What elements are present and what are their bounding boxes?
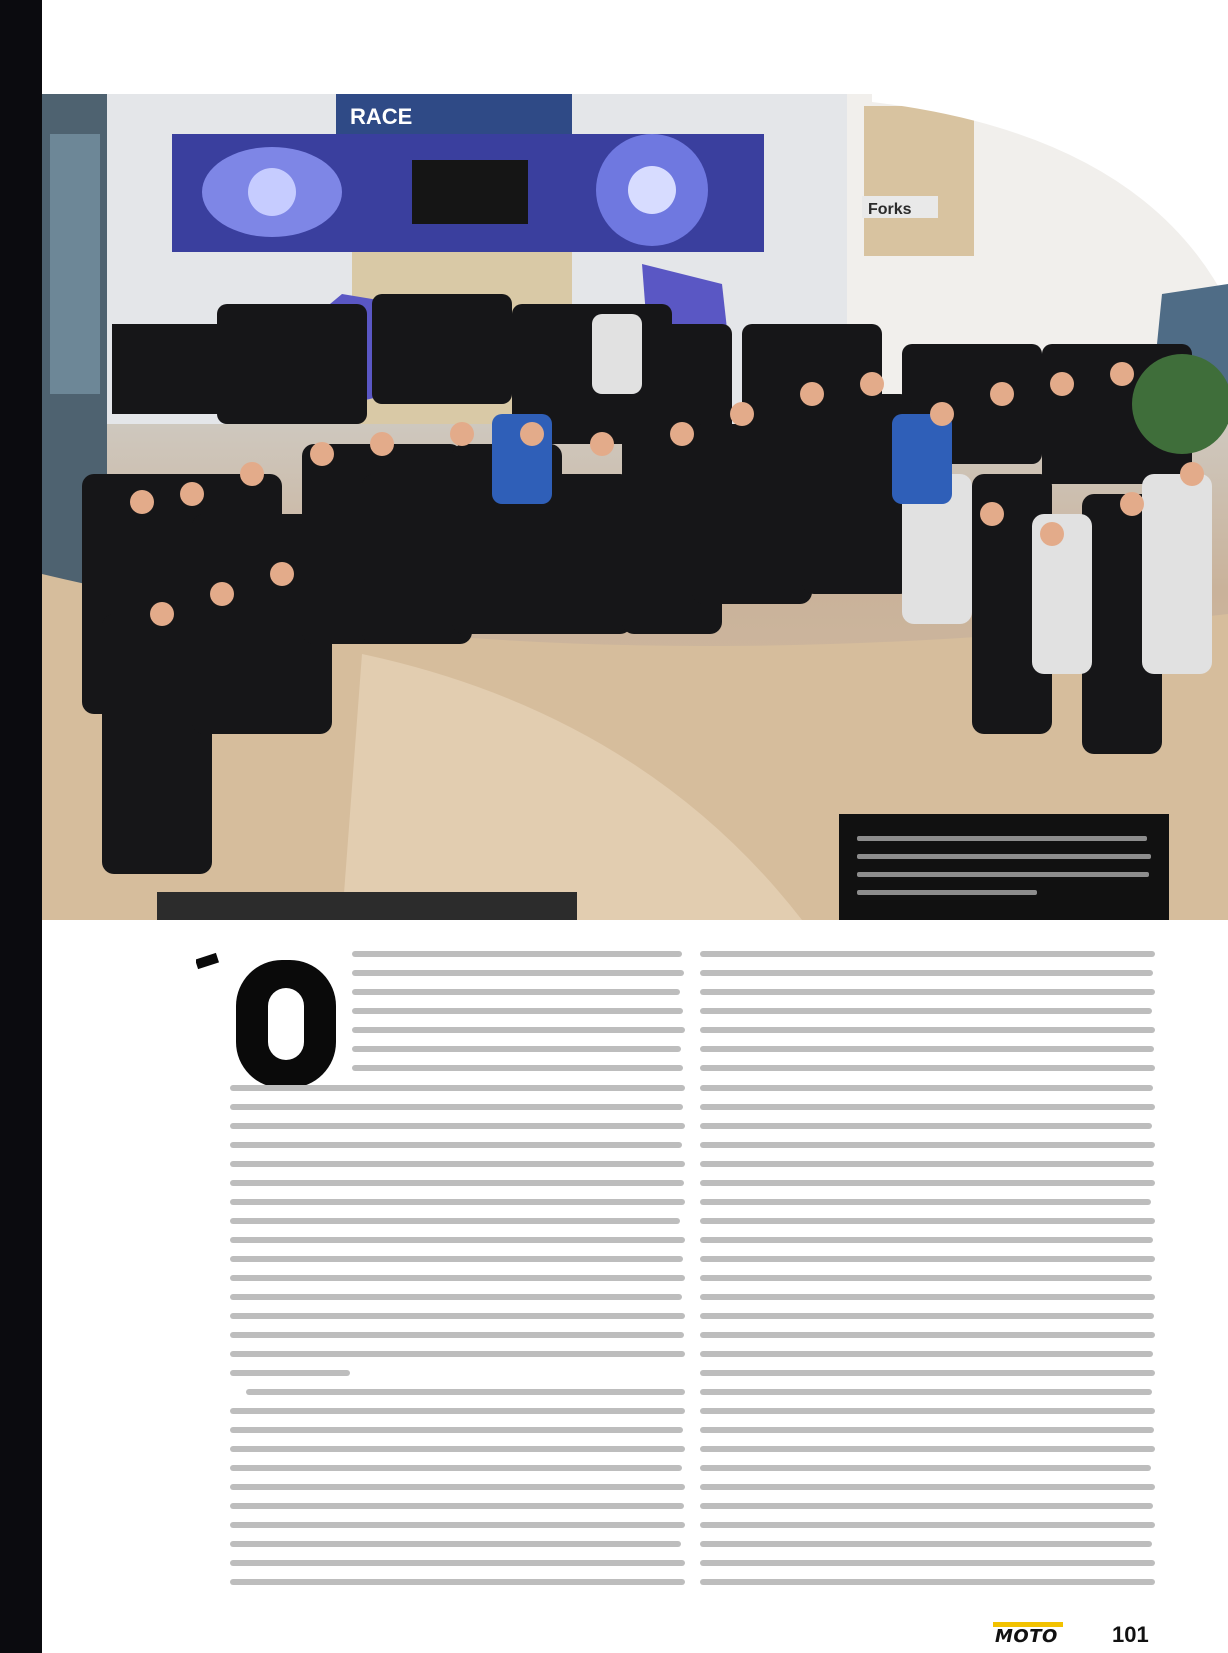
photo-caption — [839, 814, 1169, 920]
drop-cap — [196, 948, 346, 1088]
photo-illustration — [42, 94, 1228, 920]
tv-screen — [412, 160, 528, 224]
page-edge-bar — [0, 0, 42, 1653]
group-photo — [42, 94, 1228, 920]
race-sign: RACE — [350, 104, 413, 129]
floor-mat — [157, 892, 577, 920]
forks-sign: Forks — [868, 201, 912, 218]
magazine-logo: MOTO — [995, 1626, 1058, 1647]
page-number: 101 — [1112, 1622, 1149, 1647]
